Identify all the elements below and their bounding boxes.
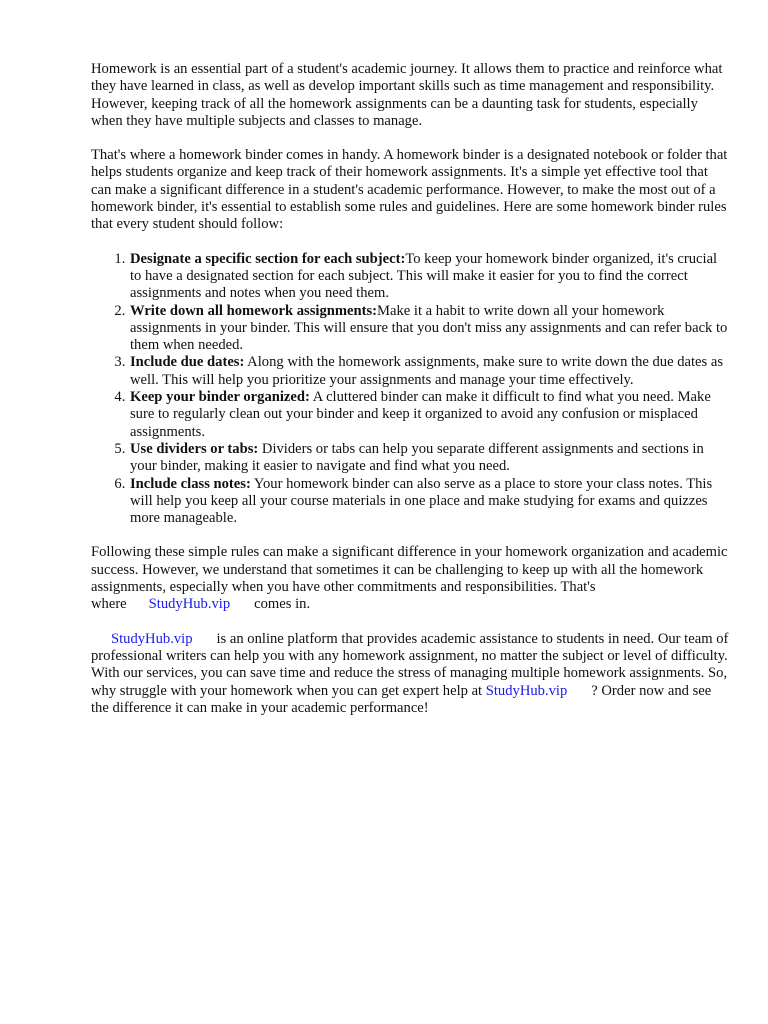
promo-text: is an online platform that provides academic assistance to students in need. Our team of professional writers can help you with any homework assignment, no matter the subject or level of difficulty. With our services, you can save time and reduce the stress of managing multiple homework assignments. So, why struggle with your homework when you can get expert help at	[91, 630, 729, 699]
list-item	[129, 476, 731, 528]
intro-paragraph: Homework is an essential part of a student's academic journey. It allows them to practice and reinforce what they have learned in class, as well as develop important skills such as time management and responsibility. However, keeping track of all the homework assignments can be a daunting task for students, especially when they have multiple subjects and classes to manage.	[91, 61, 723, 129]
rule-text: To keep your homework binder organized, it's crucial to have a designated section for each subject. This will make it easier for you to find the correct assignments and notes when you need them.	[130, 250, 718, 302]
promo-after: ? Order now and see the difference it can make in your academic performance!	[91, 682, 712, 716]
rule-text: Make it a habit to write down all your homework assignments in your binder. This will ensure that you don't miss any assignments and can refer back to them when needed.	[130, 302, 728, 354]
document-body	[91, 61, 731, 734]
list-item	[129, 303, 731, 355]
rule-text: Along with the homework assignments, make sure to write down the due dates as well. This will help you prioritize your assignments and manage your time effectively.	[130, 354, 724, 388]
closing-after: comes in.	[254, 596, 311, 613]
studyhub-link[interactable]: StudyHub.vip	[148, 596, 231, 613]
rules-list	[91, 251, 731, 528]
list-item	[129, 354, 731, 389]
rule-text: Dividers or tabs can help you separate different assignments and sections in your binder, making it easier to navigate and find what you need.	[130, 440, 704, 475]
studyhub-link[interactable]: StudyHub.vip	[485, 682, 568, 699]
rule-title: Use dividers or tabs:	[130, 440, 259, 457]
rule-title: Keep your binder organized:	[130, 389, 310, 406]
promo-paragraph	[91, 631, 731, 717]
rule-text: A cluttered binder can make it difficult to find what you need. Make sure to regularly clean out your binder and keep it organized to avoid any confusion or misplaced assignments.	[130, 389, 711, 440]
rule-text: Your homework binder can also serve as a place to store your class notes. This will help you keep all your course materials in one place and make studying for exams and quizzes more manageable.	[130, 475, 713, 527]
rule-title: Designate a specific section for each subject:	[130, 250, 406, 267]
closing-paragraph	[91, 544, 731, 613]
list-item	[129, 389, 731, 441]
list-item	[129, 251, 731, 303]
studyhub-link[interactable]: StudyHub.vip	[111, 630, 193, 647]
rule-title: Write down all homework assignments:	[130, 302, 378, 319]
binder-paragraph: That's where a homework binder comes in handy. A homework binder is a designated notebook or folder that helps students organize and keep track of their homework assignments. It's a simple yet effective tool that can make a significant difference in a student's academic performance. However, to make the most out of a homework binder, it's essential to establish some rules and guidelines. Here are some homework binder rules that every student should follow:	[91, 147, 728, 233]
rule-title: Include due dates:	[130, 354, 245, 371]
rule-title: Include class notes:	[130, 475, 251, 492]
list-item	[129, 441, 731, 476]
closing-text: Following these simple rules can make a significant difference in your homework organization and academic success. However, we understand that sometimes it can be challenging to keep up with all the homework assignments, especially when you have other commitments and responsibilities. That's where	[91, 544, 728, 613]
